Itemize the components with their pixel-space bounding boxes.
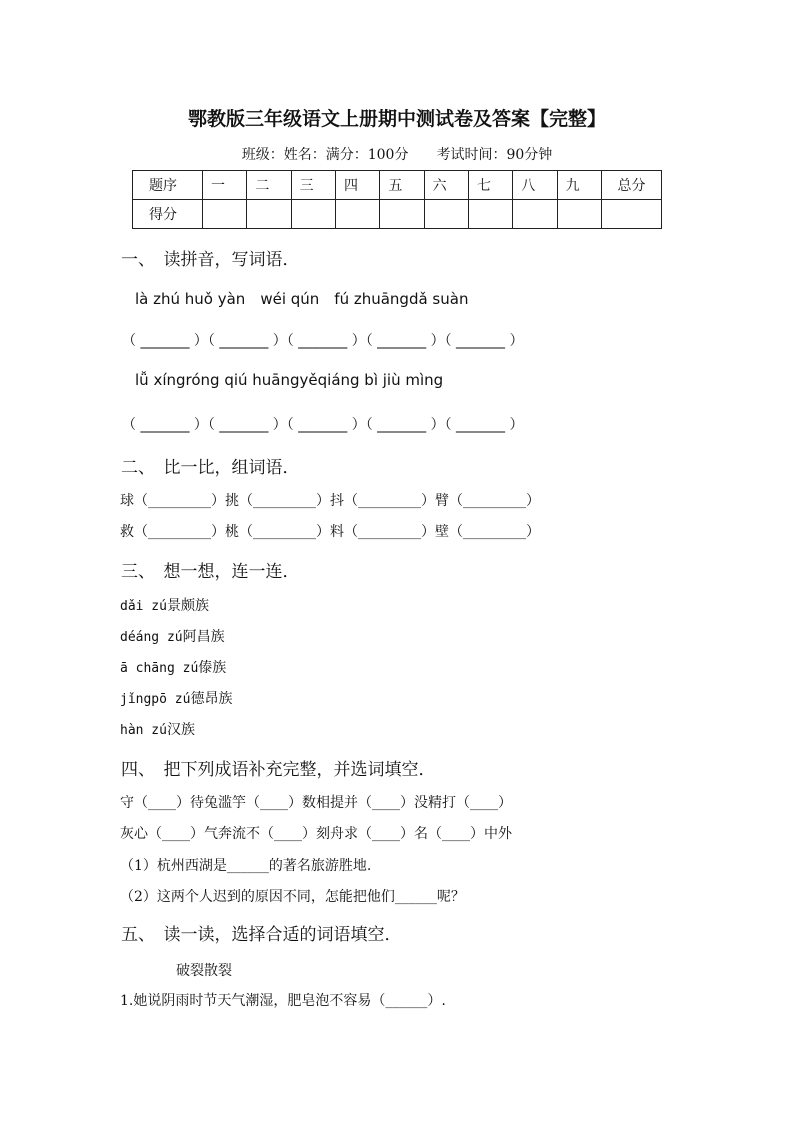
word-choices: 破裂散裂	[176, 963, 232, 979]
match-item	[120, 626, 225, 646]
match-item-text: 傣族	[198, 660, 227, 676]
match-item	[120, 595, 209, 615]
score-cell[interactable]	[557, 200, 601, 229]
row-label: 得分	[133, 200, 203, 229]
pinyin-line-1: là zhú huǒ yàn wéi qún fú zhuāngdǎ suàn	[135, 290, 469, 308]
section-3-heading: 三、 想一想，连一连．	[121, 562, 300, 582]
match-item-pinyin: hàn zú	[120, 723, 167, 738]
match-item-text: 景颇族	[166, 598, 209, 614]
section-1-heading: 一、 读拼音，写词语．	[121, 250, 300, 270]
header-cell: 九	[557, 171, 601, 200]
score-cell[interactable]	[380, 200, 424, 229]
header-cell: 五	[380, 171, 424, 200]
header-cell: 六	[424, 171, 468, 200]
score-cell[interactable]	[602, 200, 662, 229]
section-5-heading: 五、 读一读，选择合适的词语填空．	[121, 925, 402, 945]
score-cell[interactable]	[468, 200, 512, 229]
score-cell[interactable]	[513, 200, 557, 229]
fill-question-1[interactable]: （1）杭州西湖是______的著名旅游胜地.	[120, 858, 372, 874]
fill-question-5-1[interactable]: 1.她说阴雨时节天气潮湿，肥皂泡不容易（______）.	[120, 993, 446, 1009]
pinyin-line-2: lǚ xíngróng qiú huāngyěqiáng bì jiù mìng	[135, 371, 444, 389]
blank-line-1[interactable]: （ _______ ）（ _______ ）（ _______ ）（ _______ ）（ _______ ）	[122, 333, 524, 349]
header-cell: 题序	[133, 171, 203, 200]
score-cell[interactable]	[424, 200, 468, 229]
match-item-pinyin: déáng zú	[120, 630, 183, 645]
match-item-pinyin: dǎi zú	[120, 599, 167, 614]
match-item-text: 汉族	[166, 722, 195, 738]
header-cell: 一	[203, 171, 247, 200]
idiom-line-2[interactable]: 灰心（____）气奔流不（____）刻舟求（____）名（____）中外	[120, 826, 512, 842]
match-item-text: 德昂族	[190, 691, 233, 707]
match-item	[120, 657, 226, 677]
blank-line-2[interactable]: （ _______ ）（ _______ ）（ _______ ）（ _______ ）（ _______ ）	[122, 417, 524, 433]
header-cell: 八	[513, 171, 557, 200]
header-cell: 四	[335, 171, 379, 200]
header-cell: 三	[291, 171, 335, 200]
score-cell[interactable]	[247, 200, 291, 229]
score-cell[interactable]	[335, 200, 379, 229]
exam-info: 班级：姓名：满分：100分 考试时间：90分钟	[241, 147, 553, 163]
header-cell: 总分	[602, 171, 662, 200]
match-item-pinyin: jǐngpō zú	[120, 692, 191, 707]
match-item	[120, 688, 232, 708]
header-cell: 七	[468, 171, 512, 200]
header-cell: 二	[247, 171, 291, 200]
score-table-header-row	[133, 171, 662, 200]
match-item-pinyin: ā chāng zú	[120, 661, 199, 676]
compare-line-2[interactable]: 救（_________）桃（_________）料（_________）壁（_________）	[120, 524, 540, 540]
page-title: 鄂教版三年级语文上册期中测试卷及答案【完整】	[187, 108, 606, 130]
match-item-text: 阿昌族	[182, 629, 225, 645]
score-table	[132, 170, 662, 229]
section-4-heading: 四、 把下列成语补充完整，并选词填空．	[121, 760, 436, 780]
section-2-heading: 二、 比一比，组词语．	[121, 458, 300, 478]
score-cell[interactable]	[203, 200, 247, 229]
match-item	[120, 719, 195, 739]
compare-line-1[interactable]: 球（_________）挑（_________）抖（_________）臂（_________）	[120, 493, 540, 509]
score-cell[interactable]	[291, 200, 335, 229]
idiom-line-1[interactable]: 守（____）待兔滥竽（____）数相提并（____）没精打（____）	[120, 795, 512, 811]
fill-question-2[interactable]: （2）这两个人迟到的原因不同，怎能把他们______呢？	[120, 889, 465, 905]
score-table-score-row	[133, 200, 662, 229]
